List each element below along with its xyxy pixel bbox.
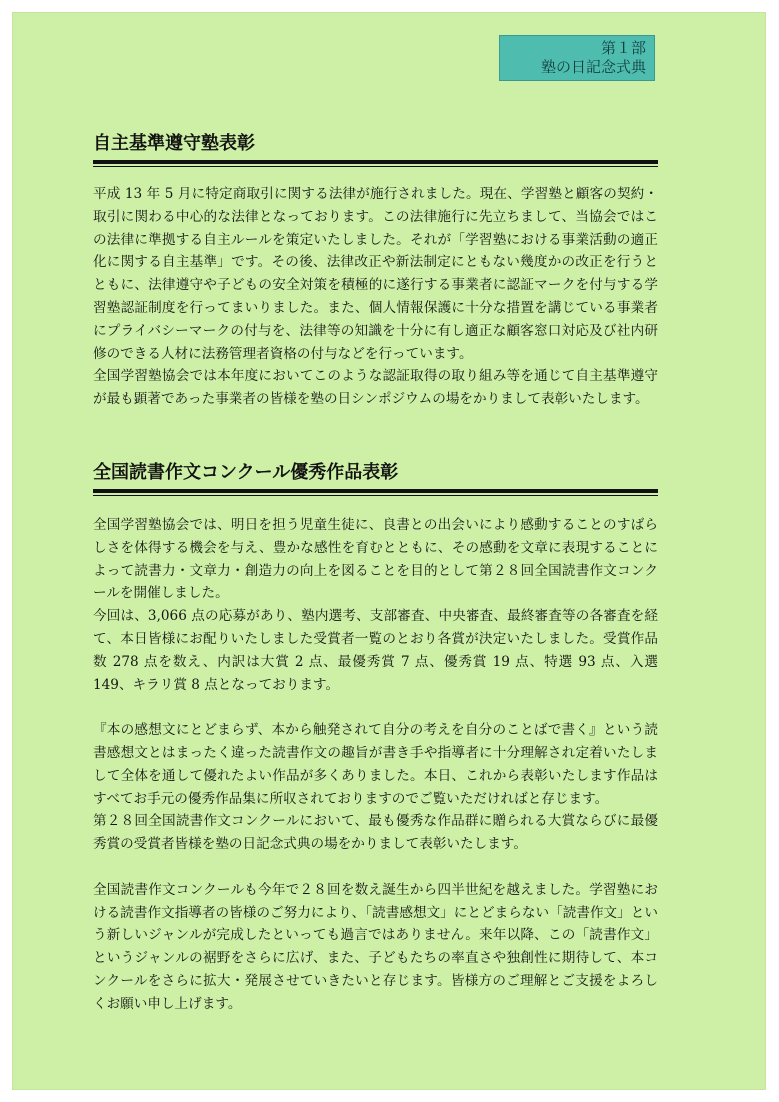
- section1-body: [93, 183, 658, 411]
- part-badge-line2: 塾の日記念式典: [540, 58, 646, 76]
- section1-paragraph: 全国学習塾協会では本年度においてこのような認証取得の取り組み等を通じて自主基準遵守が最も顕著であった事業者の皆様を塾の日シンポジウムの場をかりまして表彰いたします。: [93, 368, 658, 408]
- section2-paragraph: 第２８回全国読書作文コンクールにおいて、最も優秀な作品群に贈られる大賞ならびに最優秀賞の受賞者皆様を塾の日記念式典の場をかりまして表彰いたします。: [93, 813, 658, 853]
- section1-rule-thin: [93, 166, 658, 167]
- part-badge-line1: 第１部: [600, 39, 646, 57]
- section1-rule-thick: [93, 160, 658, 164]
- part-badge: [499, 35, 655, 81]
- paragraph-gap: [93, 856, 658, 879]
- section1-paragraph: 平成 13 年 5 月に特定商取引に関する法律が施行されました。現在、学習塾と顧客の契約・取引に関わる中心的な法律となっております。この法律施行に先立ちまして、当協会ではこの法律に準拠する自主ルールを策定いたしました。それが「学習塾における事業活動の適正化に関する自主基準」です。その後、法律改正や新法制定にともない幾度かの改正を行うとともに、法律遵守や子どもの安全対策を積極的に遂行する事業者に認証マークを付与する学習塾認証制度を行ってまいりました。また、個人情報保護に十分な措置を講じている事業者にプライバシーマークの付与を、法律等の知識を十分に有し適正な顧客窓口対応及び社内研修のできる人材に法務管理者資格の付与などを行っています。: [93, 186, 658, 362]
- section1-title: 自主基準遵守塾表彰: [93, 133, 255, 154]
- paragraph-gap: [93, 696, 658, 719]
- section2-paragraph: 全国学習塾協会では、明日を担う児童生徒に、良書との出会いにより感動することのすばらしさを体得する機会を与え、豊かな感性を育むとともに、その感動を文章に表現することによって読書力・文章力・創造力の向上を図ることを目的として第２８回全国読書作文コンクールを開催しました。: [93, 517, 658, 602]
- section2-paragraph: 全国読書作文コンクールも今年で２８回を数え誕生から四半世紀を越えました。学習塾における読書作文指導者の皆様のご努力により、「読書感想文」にとどまらない「読書作文」という新しいジャンルが完成したといっても過言ではありません。来年以降、この「読書作文」というジャンルの裾野をさらに広げ、また、子どもたちの率直さや独創性に期待して、本コンクールをさらに拡大・発展させていきたいと存じます。皆様方のご理解とご支援をよろしくお願い申し上げます。: [93, 881, 658, 1012]
- section2-body: [93, 514, 658, 1016]
- section2-rule-thick: [93, 489, 658, 493]
- section2-title: 全国読書作文コンクール優秀作品表彰: [93, 462, 399, 483]
- section2-rule-thin: [93, 495, 658, 496]
- section2-paragraph: 『本の感想文にとどまらず、本から触発されて自分の考えを自分のことばで書く』という読書感想文とはまったく違った読書作文の趣旨が書き手や指導者に十分理解され定着いたしまして全体を通して優れたよい作品が多くありました。本日、これから表彰いたします作品はすべてお手元の優秀作品集に所収されておりますのでご覧いただければと存じます。: [93, 722, 658, 807]
- section2-paragraph: 今回は、3,066 点の応募があり、塾内選考、支部審査、中央審査、最終審査等の各審査を経て、本日皆様にお配りいたしました受賞者一覧のとおり各賞が決定いたしました。受賞作品数 278 点を数え、内訳は大賞 2 点、最優秀賞 7 点、優秀賞 19 点、特選 93 点、入選 149、キラリ賞 8 点となっております。: [93, 608, 658, 693]
